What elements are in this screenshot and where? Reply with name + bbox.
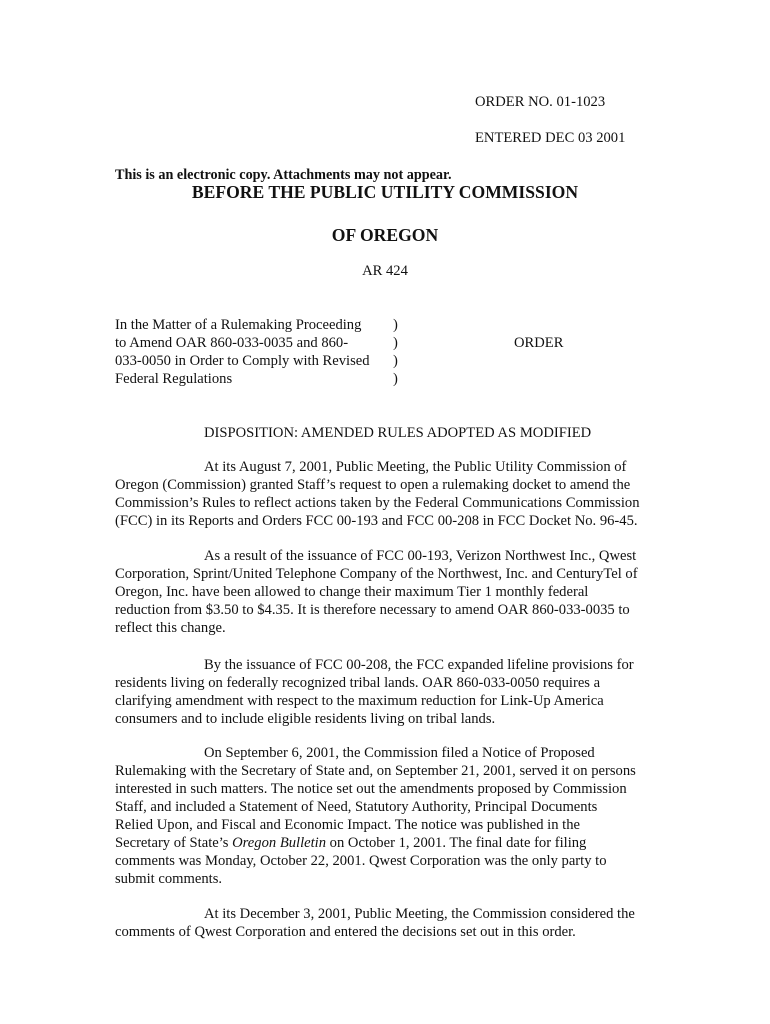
paragraph-line: By the issuance of FCC 00-208, the FCC expanded lifeline provisions for [204, 657, 634, 673]
paragraph-line: Oregon (Commission) granted Staff’s request to open a rulemaking docket to amend the [115, 477, 631, 493]
case-caption [115, 316, 395, 388]
paragraph-line: comments was Monday, October 22, 2001. Qwest Corporation was the only party to [115, 853, 607, 869]
paragraph-line: At its August 7, 2001, Public Meeting, the Public Utility Commission of [204, 459, 627, 475]
paragraph-3 [115, 656, 660, 728]
paragraph-4 [115, 744, 660, 888]
disposition: DISPOSITION: AMENDED RULES ADOPTED AS MODIFIED [204, 425, 592, 441]
paragraph-line: reflect this change. [115, 620, 226, 636]
paragraph-line: consumers and to include eligible residents living on tribal lands. [115, 711, 496, 727]
paragraph-5 [115, 905, 660, 941]
paragraph-line: clarifying amendment with respect to the maximum reduction for Link-Up America [115, 693, 604, 709]
paragraph-1 [115, 458, 660, 530]
order-label: ORDER [514, 335, 564, 351]
commission-heading: BEFORE THE PUBLIC UTILITY COMMISSION [191, 182, 579, 202]
paragraph-line: Corporation, Sprint/United Telephone Company of the Northwest, Inc. and CenturyTel of [115, 566, 638, 582]
caption-line: Federal Regulations [115, 371, 233, 387]
paragraph-line: comments of Qwest Corporation and entered the decisions set out in this order. [115, 924, 576, 940]
publication-title: Oregon Bulletin [232, 835, 327, 851]
paragraph-line: reduction from $3.50 to $4.35. It is therefore necessary to amend OAR 860-033-0035 to [115, 602, 630, 618]
paragraph-line: At its December 3, 2001, Public Meeting, the Commission considered the [204, 906, 635, 922]
paragraph-line: submit comments. [115, 871, 223, 887]
paragraph-line: Commission’s Rules to reflect actions taken by the Federal Communications Commission [115, 495, 640, 511]
caption-line: 033-0050 in Order to Comply with Revised [115, 353, 370, 369]
paragraph-2 [115, 547, 660, 637]
paragraph-line: On September 6, 2001, the Commission filed a Notice of Proposed [204, 745, 595, 761]
paragraph-line: Rulemaking with the Secretary of State and, on September 21, 2001, served it on persons [115, 763, 636, 779]
paragraph-line [115, 834, 660, 852]
caption-parentheses [393, 316, 403, 388]
paragraph-line: residents living on federally recognized tribal lands. OAR 860-033-0050 requires a [115, 675, 601, 691]
electronic-copy-notice: This is an electronic copy. Attachments may not appear. [115, 167, 452, 183]
caption-paren: ) [393, 371, 398, 387]
caption-paren: ) [393, 317, 398, 333]
caption-line: In the Matter of a Rulemaking Proceeding [115, 317, 362, 333]
docket-number: AR 424 [362, 263, 408, 279]
line-text: on October 1, 2001. The final date for filing [326, 835, 587, 851]
caption-paren: ) [393, 353, 398, 369]
paragraph-line: Relied Upon, and Fiscal and Economic Impact. The notice was published in the [115, 817, 580, 833]
paragraph-line: Staff, and included a Statement of Need, Statutory Authority, Principal Documents [115, 799, 598, 815]
caption-paren: ) [393, 335, 398, 351]
order-number: ORDER NO. 01-1023 [475, 94, 606, 110]
state-heading: OF OREGON [331, 225, 439, 245]
caption-line: to Amend OAR 860-033-0035 and 860- [115, 335, 349, 351]
paragraph-line: interested in such matters. The notice set out the amendments proposed by Commission [115, 781, 627, 797]
paragraph-line: Oregon, Inc. have been allowed to change their maximum Tier 1 monthly federal [115, 584, 589, 600]
paragraph-line: As a result of the issuance of FCC 00-193, Verizon Northwest Inc., Qwest [204, 548, 637, 564]
paragraph-line: (FCC) in its Reports and Orders FCC 00-193 and FCC 00-208 in FCC Docket No. 96-45. [115, 513, 638, 529]
entered-date: ENTERED DEC 03 2001 [475, 130, 626, 146]
line-text: Secretary of State’s [115, 835, 233, 851]
